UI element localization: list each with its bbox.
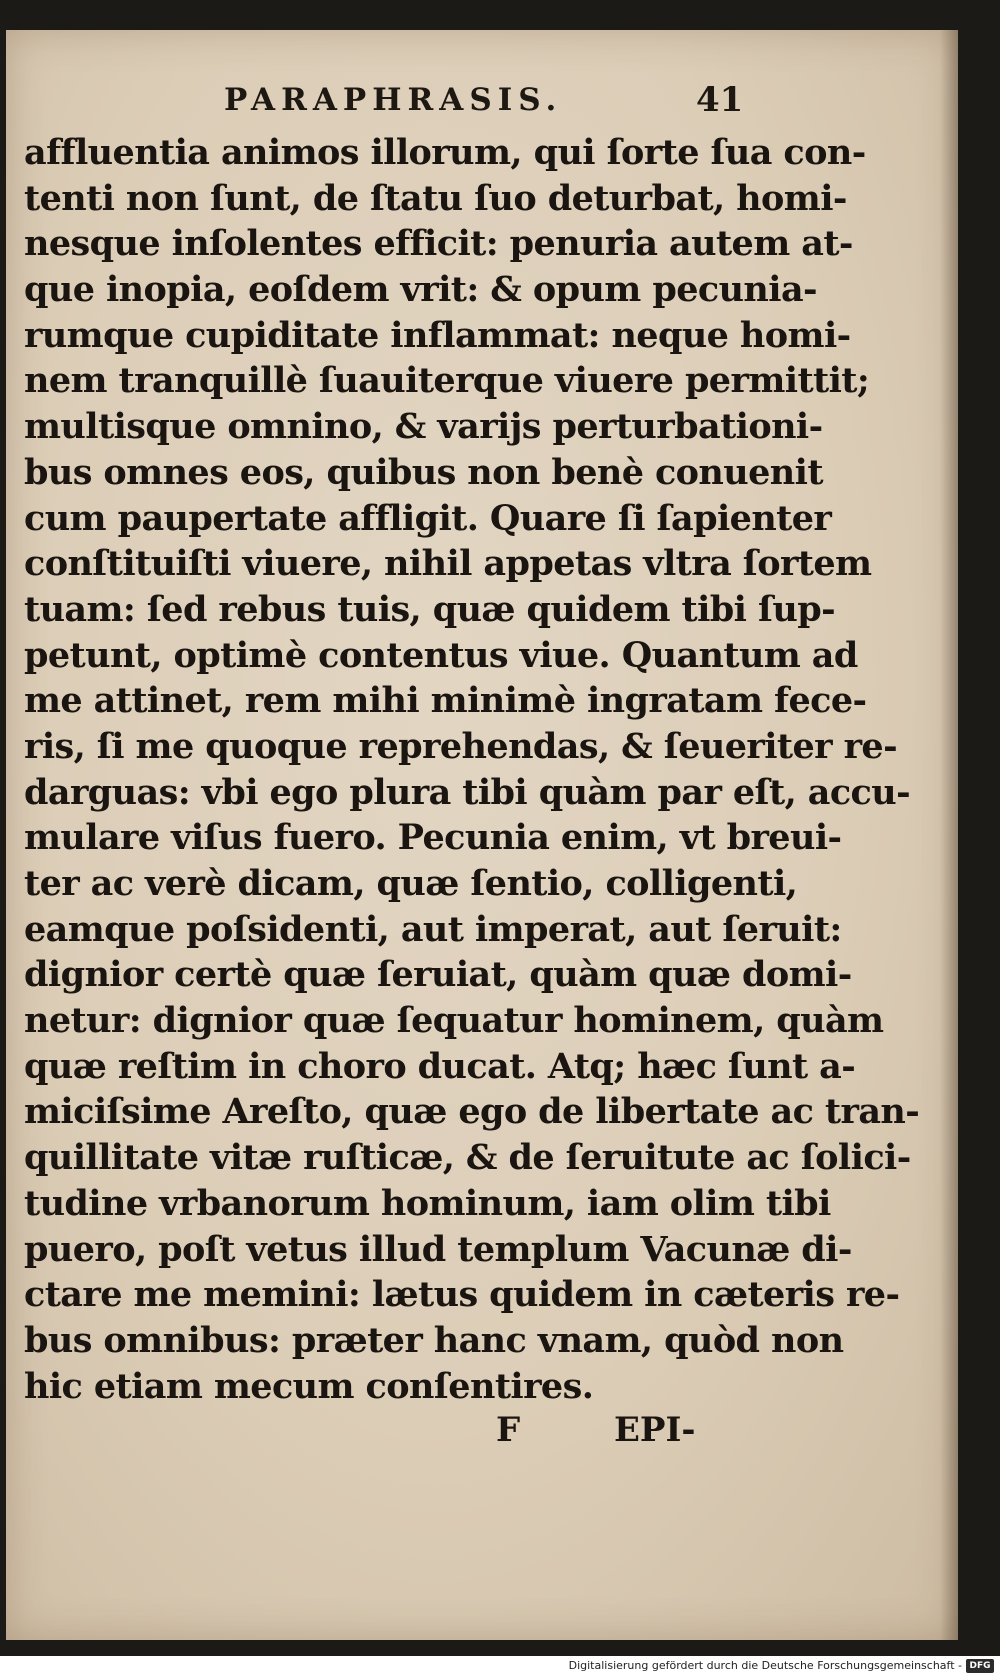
text-line: eamque poſsidenti, aut imperat, aut ſeruit: — [24, 908, 842, 950]
text-line: ctare me memini: lætus quidem in cæteris re- — [24, 1274, 900, 1316]
text-line: rumque cupiditate inflammat: neque homi- — [24, 314, 851, 356]
text-line: netur: dignior quæ ſequatur hominem, quàm — [24, 1000, 884, 1042]
page-number: 41 — [696, 80, 744, 120]
text-line: que inopia, eoſdem vrit: & opum pecunia- — [24, 269, 817, 311]
catchwords — [6, 1410, 958, 1470]
page-edge-shadow — [940, 30, 958, 1640]
text-line: cum paupertate affligit. Quare ſi ſapienter — [24, 497, 832, 539]
text-line: mulare viſus fuero. Pecunia enim, vt breui- — [24, 817, 842, 859]
dfg-logo-icon: DFG — [966, 1659, 994, 1673]
text-line: conſtituiſti viuere, nihil appetas vltra ſortem — [24, 543, 872, 585]
text-line: tuam: ſed rebus tuis, quæ quidem tibi ſup- — [24, 588, 836, 630]
text-line: tenti non ſunt, de ſtatu ſuo deturbat, homi- — [24, 177, 847, 219]
text-line: bus omnibus: præter hanc vnam, quòd non — [24, 1319, 844, 1361]
text-line: quillitate vitæ ruſticæ, & de ſeruitute ac ſolici- — [24, 1137, 911, 1179]
text-line: miciſsime Areſto, quæ ego de libertate ac tran- — [24, 1091, 920, 1133]
text-line: affluentia animos illorum, qui ſorte ſua con- — [24, 132, 866, 173]
text-line: darguas: vbi ego plura tibi quàm par eſt, accu- — [24, 771, 911, 813]
text-line: nesque inſolentes efficit: penuria autem at- — [24, 223, 853, 265]
text-line: bus omnes eos, quibus non benè conuenit — [24, 451, 823, 493]
running-head — [6, 82, 958, 132]
text-line: dignior certè quæ ſeruiat, quàm quæ domi- — [24, 954, 852, 996]
book-page — [6, 30, 958, 1640]
running-title: PARAPHRASIS. — [224, 82, 563, 118]
signature-mark: F — [496, 1410, 521, 1450]
text-line: multisque omnino, & varijs perturbationi- — [24, 406, 823, 448]
text-line: me attinet, rem mihi minimè ingratam fece- — [24, 680, 867, 722]
catchword: EPI- — [614, 1410, 696, 1450]
text-line: ris, ſi me quoque reprehendas, & ſeueriter re- — [24, 725, 898, 767]
footer-credit: Digitalisierung gefördert durch die Deutsche Forschungsgemeinschaft - — [568, 1659, 962, 1672]
footer-bar — [0, 1656, 1000, 1679]
text-line: ter ac verè dicam, quæ ſentio, colligenti, — [24, 863, 798, 904]
text-line: nem tranquillè ſuauiterque viuere permittit; — [24, 360, 870, 402]
body-text — [24, 130, 920, 1409]
text-line: quæ reſtim in choro ducat. Atq; hæc ſunt a- — [24, 1045, 856, 1087]
text-line: puero, poſt vetus illud templum Vacunæ di- — [24, 1228, 852, 1270]
text-line: tudine vrbanorum hominum, iam olim tibi — [24, 1182, 831, 1224]
text-line: petunt, optimè contentus viue. Quantum ad — [24, 634, 858, 676]
text-line last-line: hic etiam mecum conſentires. — [24, 1365, 594, 1407]
